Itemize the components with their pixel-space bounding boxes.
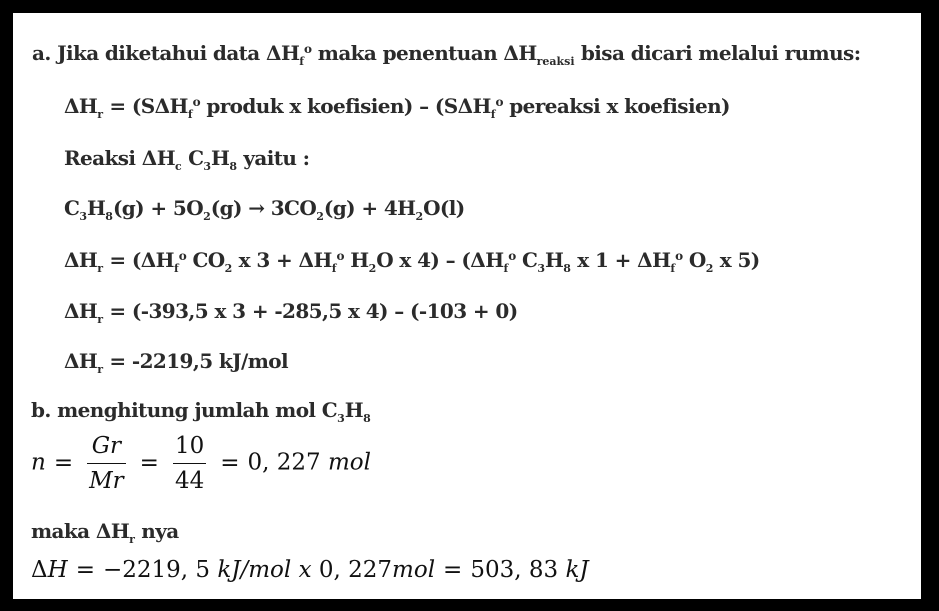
enthalpy-result: $\Delta H_r = -2219,5$ kJ/mol <box>64 349 289 376</box>
fraction-gr-mr: $\frac{Gr}{Mr}$ <box>89 433 124 494</box>
enthalpy-values: $\Delta H_r = (-393,5$ x 3 + -285,5 x 4) – (-103 + 0) <box>64 299 518 326</box>
fraction-10-44: $\frac{10}{44}$ <box>174 433 205 494</box>
part-a-intro: a. Jika diketahui data $\Delta H_f^o$ maka penentuan $\Delta H_{reaksi}$ bisa dicari melalui rumus: <box>32 41 861 68</box>
enthalpy-formula: $\Delta H_r = (S\Delta H_f^o$ produk x koefisien) – ($S\Delta H_f^o$ pereaksi x koefisien) <box>64 94 730 121</box>
maka-heading: maka $\Delta H_r$ nya <box>31 519 179 546</box>
combustion-equation: $C_3H_8(g) + 5O_2(g) \to 3CO_2(g) + 4H_2O(l)$ <box>64 196 465 223</box>
mole-equation: n = $\frac{Gr}{Mr}$ = $\frac{10}{44}$ = 0, 227 mol <box>31 433 371 494</box>
final-enthalpy-equation: ΔH = −2219, 5 kJ/mol x 0, 227mol = 503, 83 kJ <box>31 557 589 583</box>
enthalpy-substitution: $\Delta H_r = (\Delta H_f^o$ $CO_2$ x $3 + \Delta H_f^o$ $H_2O$ x $4) - (\Delta H_f^o$ $C_3H_8$ x $1 + \Delta H_f^o$ $O_2$ x 5) <box>64 248 760 275</box>
solution-card <box>13 13 921 599</box>
part-b-heading: b. menghitung jumlah mol $C_3H_8$ <box>31 398 371 425</box>
reaction-label: Reaksi $\Delta H_c$ $C_3H_8$ yaitu : <box>64 146 310 173</box>
